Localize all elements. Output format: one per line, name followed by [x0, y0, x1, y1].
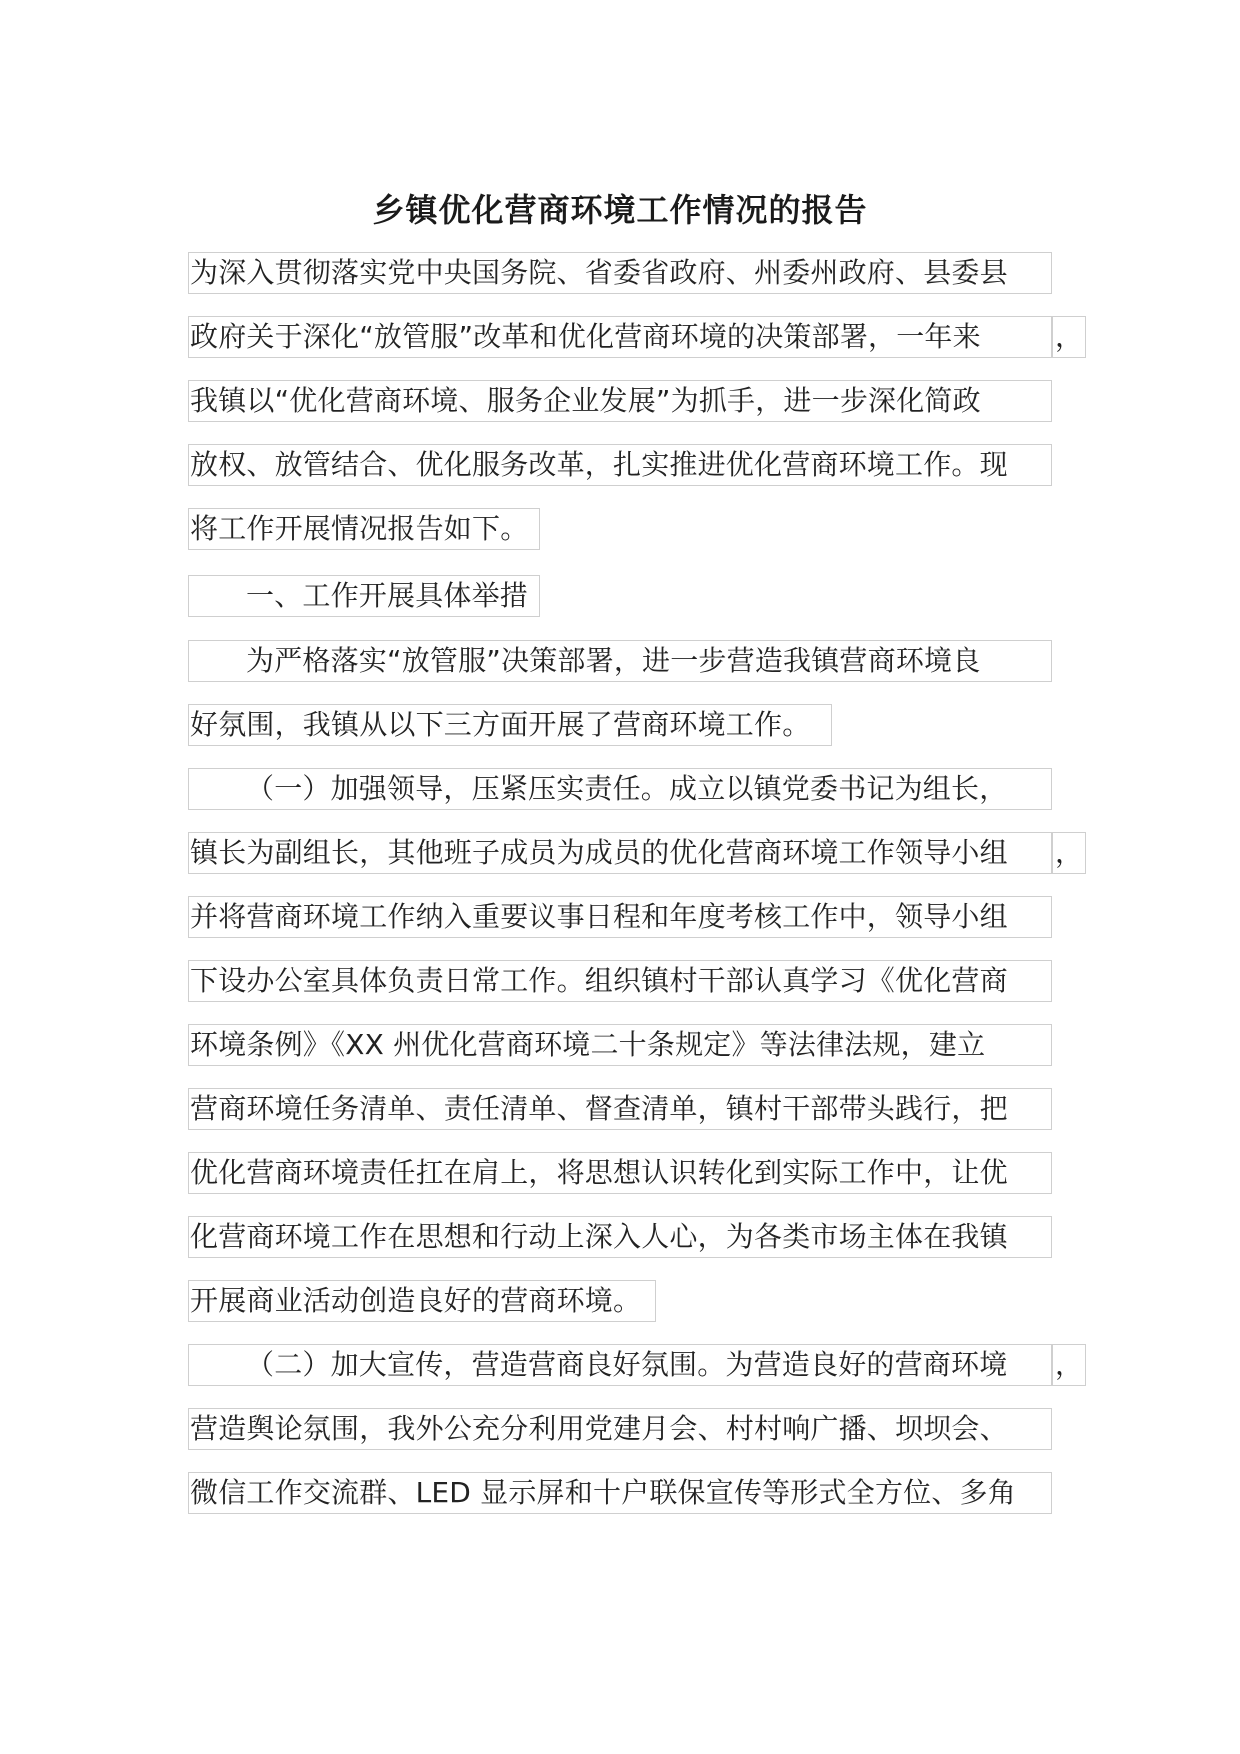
- document-title: 乡镇优化营商环境工作情况的报告: [372, 191, 868, 229]
- text-line: 并将营商环境工作纳入重要议事日程和年度考核工作中，领导小组: [188, 896, 1052, 938]
- section-heading: 一、工作开展具体举措: [188, 575, 540, 617]
- text-line: 开展商业活动创造良好的营商环境。: [188, 1280, 656, 1322]
- text-line: 放权、放管结合、优化服务改革，扎实推进优化营商环境工作。现: [188, 444, 1052, 486]
- text-line-overflow: ，: [1052, 1344, 1086, 1386]
- text-line: 为深入贯彻落实党中央国务院、省委省政府、州委州政府、县委县: [188, 252, 1052, 294]
- text-line-overflow: ，: [1052, 832, 1086, 874]
- text-line: 化营商环境工作在思想和行动上深入人心，为各类市场主体在我镇: [188, 1216, 1052, 1258]
- subsection-line: （一）加强领导，压紧压实责任。成立以镇党委书记为组长，: [188, 768, 1052, 810]
- text-line: 下设办公室具体负责日常工作。组织镇村干部认真学习《优化营商: [188, 960, 1052, 1002]
- text-line: 政府关于深化“放管服”改革和优化营商环境的决策部署，一年来: [188, 316, 1052, 358]
- text-line: 优化营商环境责任扛在肩上，将思想认识转化到实际工作中，让优: [188, 1152, 1052, 1194]
- text-line: 营造舆论氛围，我外公充分利用党建月会、村村响广播、坝坝会、: [188, 1408, 1052, 1450]
- text-line: 好氛围，我镇从以下三方面开展了营商环境工作。: [188, 704, 832, 746]
- text-line-overflow: ，: [1052, 316, 1086, 358]
- subsection-line: （二）加大宣传，营造营商良好氛围。为营造良好的营商环境: [188, 1344, 1052, 1386]
- text-line: 营商环境任务清单、责任清单、督查清单，镇村干部带头践行，把: [188, 1088, 1052, 1130]
- text-line: 将工作开展情况报告如下。: [188, 508, 540, 550]
- text-line: 环境条例》《XX 州优化营商环境二十条规定》等法律法规，建立: [188, 1024, 1052, 1066]
- text-line: 为严格落实“放管服”决策部署，进一步营造我镇营商环境良: [188, 640, 1052, 682]
- text-line: 镇长为副组长，其他班子成员为成员的优化营商环境工作领导小组: [188, 832, 1052, 874]
- text-line: 我镇以“优化营商环境、服务企业发展”为抓手，进一步深化简政: [188, 380, 1052, 422]
- text-line: 微信工作交流群、LED 显示屏和十户联保宣传等形式全方位、多角: [188, 1472, 1052, 1514]
